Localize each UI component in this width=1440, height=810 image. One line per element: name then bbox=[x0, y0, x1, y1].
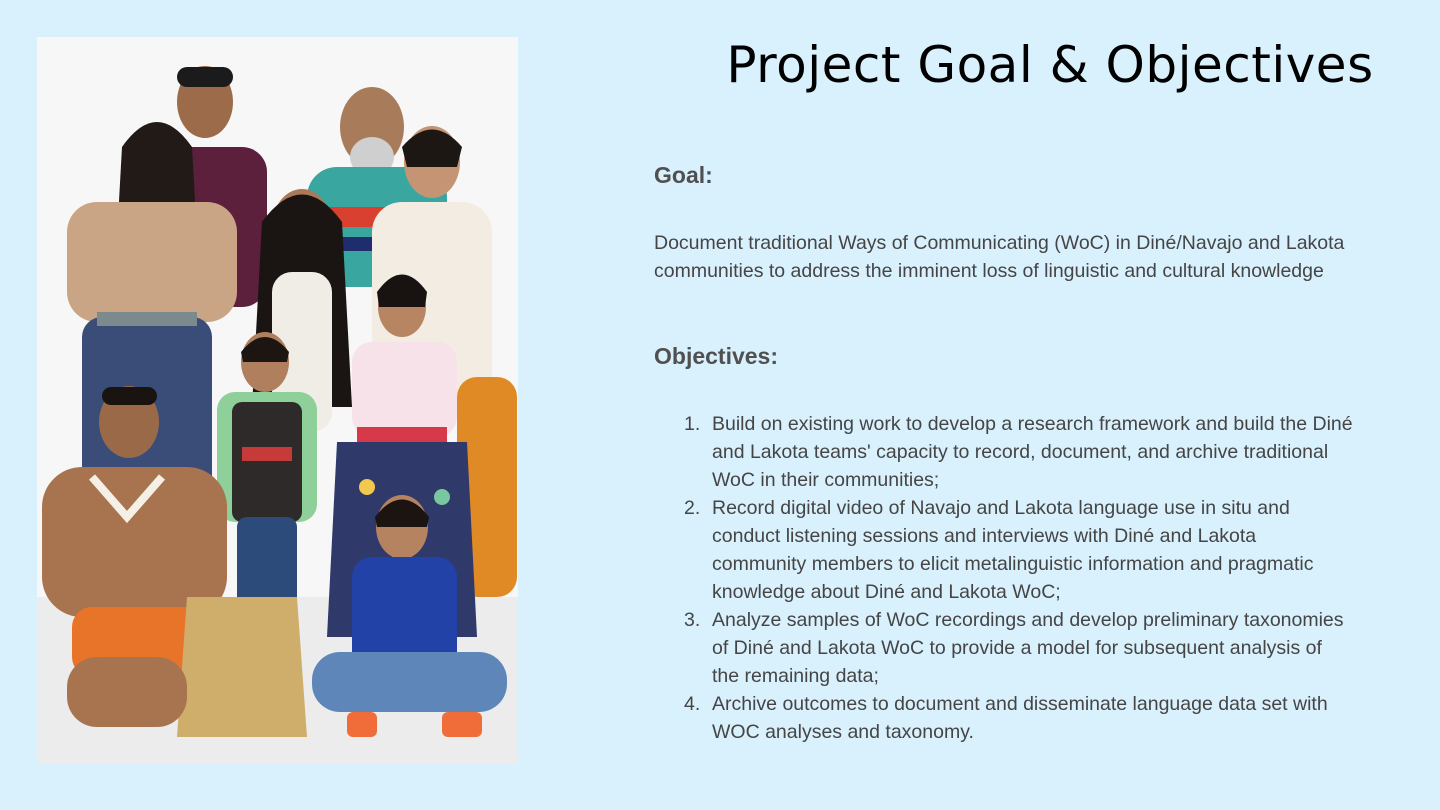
slide-title: Project Goal & Objectives bbox=[726, 36, 1374, 94]
objective-item bbox=[654, 690, 1354, 746]
objective-text: Build on existing work to develop a research framework and build the Diné and Lakota teams' capacity to record, document, and archive traditional WoC in their communities; bbox=[712, 413, 1353, 491]
objective-text: Record digital video of Navajo and Lakota language use in situ and conduct listening sessions and interviews with Diné and Lakota community members to elicit metalinguistic information and pragmatic knowledge about Diné and Lakota WoC; bbox=[712, 497, 1314, 603]
goal-text: Document traditional Ways of Communicating (WoC) in Diné/Navajo and Lakota communities to address the imminent loss of linguistic and cultural knowledge bbox=[654, 232, 1345, 282]
objective-item bbox=[654, 410, 1354, 494]
goal-heading: Goal: bbox=[654, 162, 713, 188]
family-group-photo bbox=[37, 37, 518, 764]
objective-number: 1. bbox=[684, 413, 701, 435]
objective-number: 3. bbox=[684, 609, 701, 631]
objective-item bbox=[654, 494, 1354, 606]
objectives-list bbox=[654, 410, 1354, 746]
objective-item bbox=[654, 606, 1354, 690]
objective-text: Archive outcomes to document and disseminate language data set with WOC analyses and taxonomy. bbox=[712, 693, 1328, 743]
objective-text: Analyze samples of WoC recordings and develop preliminary taxonomies of Diné and Lakota WoC to provide a model for subsequent analysis of the remaining data; bbox=[712, 609, 1344, 687]
family-photo-illustration bbox=[37, 37, 518, 764]
objective-number: 2. bbox=[684, 497, 701, 519]
objective-number: 4. bbox=[684, 693, 701, 715]
objectives-heading: Objectives: bbox=[654, 343, 778, 369]
